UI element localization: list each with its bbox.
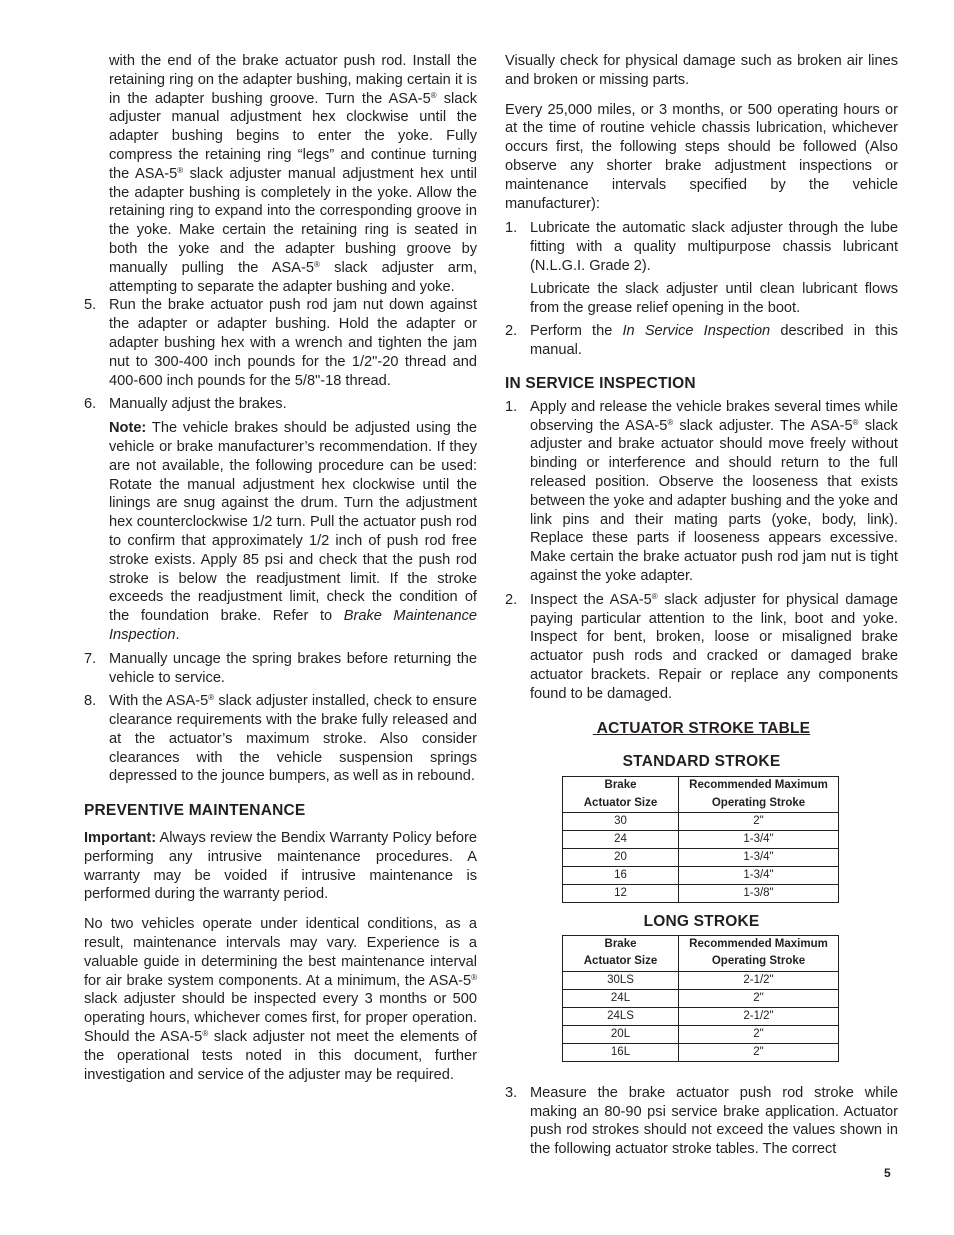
col-brake-actuator-size: Brake Actuator Size xyxy=(563,777,679,813)
table-row: 16L 2" xyxy=(563,1043,839,1061)
step7: 7. Manually uncage the spring brakes before returning the vehicle to service. xyxy=(84,650,477,686)
table-header-row xyxy=(563,777,839,813)
standard-stroke-table xyxy=(562,776,839,903)
step6-note: Note: The vehicle brakes should be adjusted using the vehicle or brake manufacturer’s recommendation. If they are not available, the following procedure can be used: Rotate the manual adjustment hex clockwise until the linings are snug against the drum. Turn the adjustment hex counterclockwise 1/2 turn. Pull the actuator push rod to confirm that approximately 1/2 inch of push rod free stroke exists. Apply 85 psi and check that the push rod stroke is below the readjustment limit. If the stroke exceeds the readjustment limit, check the condition of the foundation brake. Refer to Brake Maintenance Inspection. xyxy=(109,420,477,643)
inspection-step1: 1. Apply and release the vehicle brakes several times while observing the ASA-5® slack adjuster. The ASA-5® slack adjuster and brake actuator should move freely without binding or interference and should return to the full released position. Observe the looseness that exists between the yoke and adapter bushing and the yoke and link pins and their mating parts (yoke, body, link). Replace these parts if looseness appears excessive. Make certain the brake actuator push rod jam nut is tight against the yoke adapter. xyxy=(505,398,898,584)
in-service-inspection-heading: IN SERVICE INSPECTION xyxy=(505,374,696,392)
step5: 5. Run the brake actuator push rod jam nut down against the adapter or adapter bushing. Hold the adapter or adapter bushing hex with a wrench and tighten the jam nut to 300-400 inch pounds for the 1/2"-20 thread and 400-600 inch pounds for the 5/8"-18 thread. xyxy=(84,297,477,389)
table-header-row xyxy=(563,935,839,971)
important-paragraph: Important: Always review the Bendix Warranty Policy before performing any intrusive maintenance procedures. A warranty may be voided if intrusive maintenance is performed during the warranty period. xyxy=(84,830,477,903)
table-row: 24 1-3/4" xyxy=(563,831,839,849)
every-25000-paragraph: Every 25,000 miles, or 3 months, or 500 operating hours or at the time of routine vehicle chassis lubrication, whichever occurs first, the following steps should be followed (Also observe any shorter brake adjustment inspections or maintenance intervals specified by the vehicle manufacturer): xyxy=(505,101,898,212)
visual-check-paragraph: Visually check for physical damage such as broken air lines and broken or missing parts. xyxy=(505,53,898,88)
table-row: 20L 2" xyxy=(563,1025,839,1043)
table-row: 20 1-3/4" xyxy=(563,849,839,867)
maintenance-interval-paragraph: No two vehicles operate under identical conditions, as a result, maintenance intervals may vary. Experience is a valuable guide in determining the best maintenance interval for air brake system components. At a minimum, the ASA-5® slack adjuster should be inspected every 3 months or 500 operating hours, whichever comes first, for proper operation. Should the ASA-5® slack adjuster not meet the elements of the operational tests noted in this document, further investigation and service of the adjuster may be required. xyxy=(84,916,477,1083)
standard-stroke-heading: STANDARD STROKE xyxy=(622,753,781,771)
col-max-operating-stroke: Recommended Maximum Operating Stroke xyxy=(679,935,839,971)
page-number: 5 xyxy=(884,1166,891,1180)
preventive-maintenance-heading: PREVENTIVE MAINTENANCE xyxy=(84,802,306,820)
step4-continuation: with the end of the brake actuator push rod. Install the retaining ring on the adapter bushing, making certain it is in the adapter bushing groove. Turn the ASA-5® slack adjuster manual adjustment hex clockwise until the adapter bushing begins to enter the yoke. Fully compress the retaining ring “legs” and continue turning the ASA-5® slack adjuster manual adjustment hex until the adapter bushing is completely in the yoke. Allow the retaining ring to expand into the corresponding groove in the yoke. Make certain the retaining ring is seated in both the yoke and the adapter bushing groove by manually pulling the ASA-5® slack adjuster arm, attempting to separate the adapter bushing and yoke. xyxy=(109,53,477,295)
long-stroke-heading: LONG STROKE xyxy=(643,913,760,931)
table-row: 16 1-3/4" xyxy=(563,867,839,885)
step8: 8. With the ASA-5® slack adjuster installed, check to ensure clearance requirements with the brake fully released and at the actuator’s maximum stroke. Also consider clearances with the vehicle suspension springs depressed to the jounce bumpers, as well as in rebound. xyxy=(84,693,477,785)
lube-step1-sub: Lubricate the slack adjuster until clean lubricant flows from the grease relief opening in the boot. xyxy=(530,280,898,316)
table-row: 30LS 2-1/2" xyxy=(563,971,839,989)
inspection-step3: 3. Measure the brake actuator push rod stroke while making an 80-90 psi service brake application. Actuator push rod strokes should not exceed the values shown in the following actuator stroke tables. The correct xyxy=(505,1084,898,1158)
step6: 6. Manually adjust the brakes. xyxy=(84,396,287,413)
long-stroke-table xyxy=(562,935,839,1062)
table-row: 24LS 2-1/2" xyxy=(563,1007,839,1025)
table-row: 30 2" xyxy=(563,813,839,831)
actuator-stroke-table-title: ACTUATOR STROKE TABLE xyxy=(592,719,811,737)
lube-step2: 2. Perform the In Service Inspection described in this manual. xyxy=(505,323,898,359)
right-column xyxy=(505,52,898,1159)
table-row: 24L 2" xyxy=(563,989,839,1007)
left-column xyxy=(84,52,477,1084)
col-brake-actuator-size: Brake Actuator Size xyxy=(563,935,679,971)
col-max-operating-stroke: Recommended Maximum Operating Stroke xyxy=(679,777,839,813)
lube-step1: 1. Lubricate the automatic slack adjuster through the lube fitting with a quality multipurpose chassis lubricant (N.L.G.I. Grade 2). xyxy=(505,220,898,274)
inspection-step2: 2. Inspect the ASA-5® slack adjuster for physical damage paying particular attention to the link, boot and yoke. Inspect for bent, broken, loose or misaligned brake actuator push rods and cracked or damaged brake actuator brackets. Repair or replace any components found to be damaged. xyxy=(505,591,898,702)
table-row: 12 1-3/8" xyxy=(563,885,839,903)
